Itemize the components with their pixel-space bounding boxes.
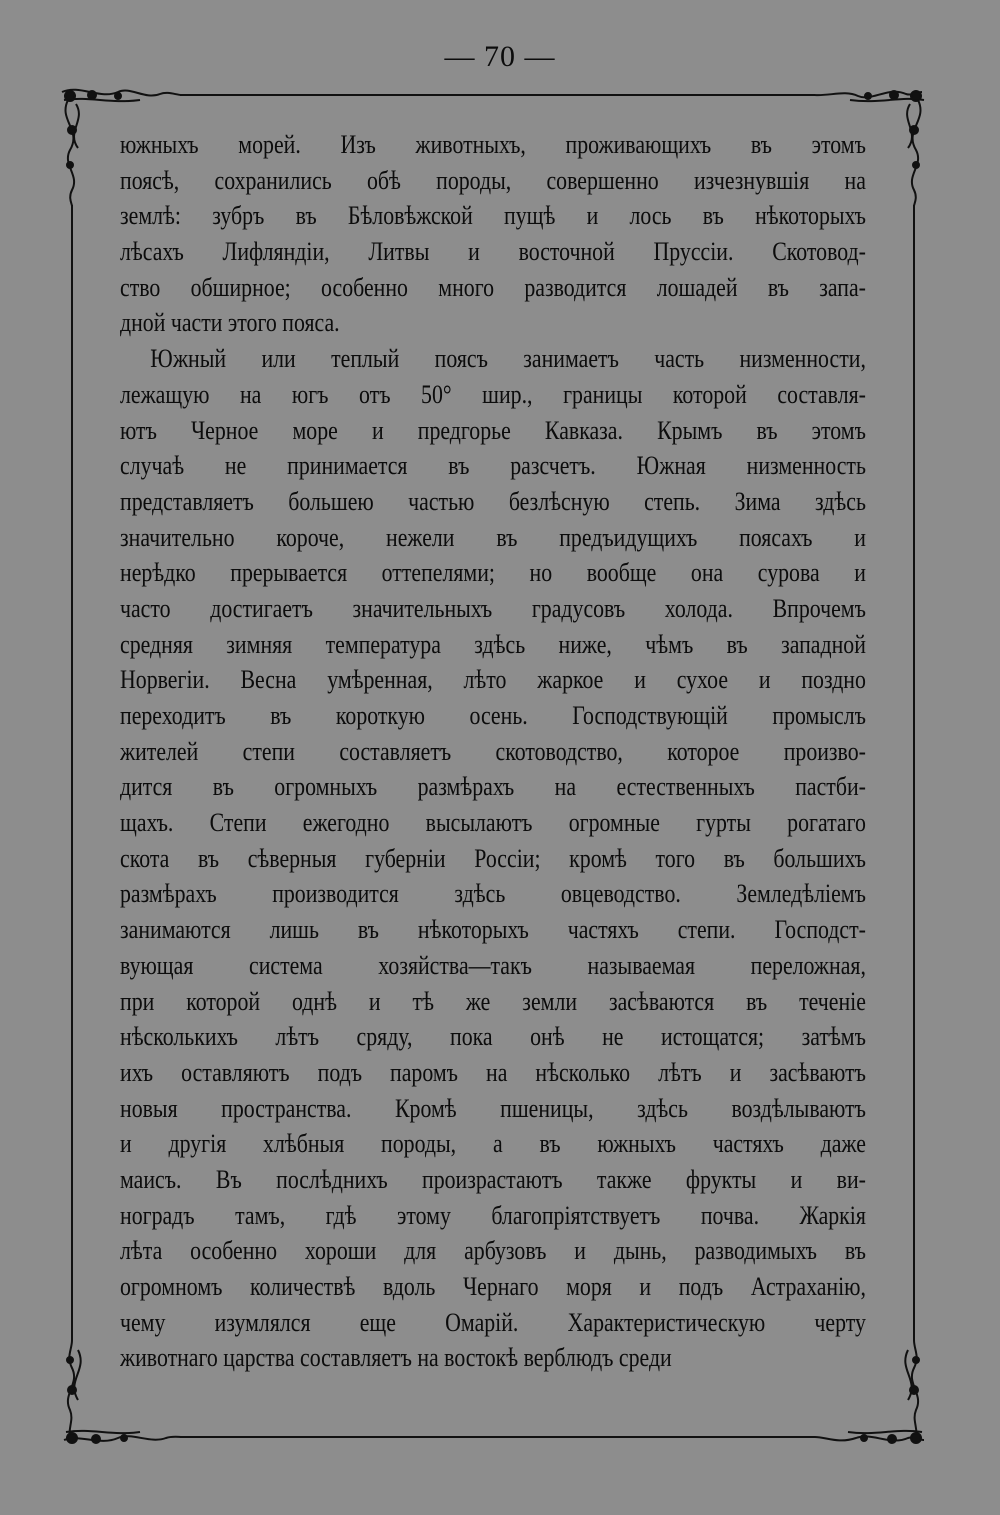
text-line: лѣта особенно хороши для арбузовъ и дынь, разводимыхъ въ	[120, 1236, 866, 1266]
text-line: огромномъ количествѣ вдоль Чернаго моря и подъ Астраханію,	[120, 1272, 866, 1301]
text-line: ноградъ тамъ, гдѣ этому благопріятствуетъ почва. Жаркія	[120, 1200, 866, 1230]
text-line: ютъ Черное море и предгорье Кавказа. Крымъ въ этомъ	[120, 415, 866, 445]
text-line: жителей степи составляетъ скотоводство, которое произво-	[120, 736, 866, 766]
text-line: землѣ: зубръ въ Бѣловѣжской пущѣ и лось въ нѣкоторыхъ	[120, 201, 866, 231]
page-number: — 70 —	[444, 40, 556, 73]
text-line: значительно короче, нежели въ предъидущихъ поясахъ и	[120, 522, 866, 552]
text-line: ство обширное; особенно много разводится лошадей въ запа-	[120, 272, 866, 302]
text-line: нерѣдко прерывается оттепелями; но вообще она сурова и	[120, 558, 866, 588]
text-line: скота въ сѣверныя губерніи Россіи; кромѣ того въ большихъ	[120, 843, 866, 873]
text-line: дится въ огромныхъ размѣрахъ на естественныхъ пастби-	[120, 772, 866, 802]
text-line: представляетъ большею частью безлѣсную степь. Зима здѣсь	[120, 486, 866, 516]
text-line: размѣрахъ производится здѣсь овцеводство. Земледѣліемъ	[120, 879, 866, 909]
text-line: поясѣ, сохранились обѣ породы, совершенно изчезнувшія на	[120, 165, 866, 195]
text-line: ихъ оставляютъ подъ паромъ на нѣсколько лѣтъ и засѣваютъ	[120, 1057, 866, 1087]
text-line: и другія хлѣбныя породы, а въ южныхъ частяхъ даже	[120, 1129, 866, 1159]
text-line: маисъ. Въ послѣднихъ произрастаютъ также фрукты и ви-	[120, 1164, 866, 1194]
text-line: новыя пространства. Кромѣ пшеницы, здѣсь воздѣлываютъ	[120, 1093, 866, 1123]
text-line: животнаго царства составляетъ на востокѣ верблюдъ среди	[120, 1343, 672, 1373]
text-line: щахъ. Степи ежегодно высылаютъ огромные гурты рогатаго	[120, 808, 866, 838]
text-line: нѣсколькихъ лѣтъ сряду, пока онѣ не истощатся; затѣмъ	[120, 1022, 866, 1052]
text-line: лежащую на югъ отъ 50° шир., границы которой составля-	[120, 379, 866, 409]
text-line: Южный или теплый поясъ занимаетъ часть низменности,	[150, 344, 866, 374]
text-line: дной части этого пояса.	[120, 308, 340, 338]
body-text	[120, 127, 866, 1376]
text-line: случаѣ не принимается въ разсчетъ. Южная низменность	[120, 451, 866, 481]
text-line: средняя зимняя температура здѣсь ниже, чѣмъ въ западной	[120, 629, 866, 659]
text-line: часто достигаетъ значительныхъ градусовъ холода. Впрочемъ	[120, 593, 866, 623]
text-line: занимаются лишь въ нѣкоторыхъ частяхъ степи. Господст-	[120, 915, 866, 945]
text-line: при которой однѣ и тѣ же земли засѣваются въ теченіе	[120, 986, 866, 1016]
text-line: лѣсахъ Лифляндіи, Литвы и восточной Пруссіи. Скотовод-	[120, 237, 866, 267]
text-line: Норвегіи. Весна умѣренная, лѣто жаркое и сухое и поздно	[120, 665, 866, 695]
body-text-inner	[120, 127, 866, 1376]
text-line: чему изумлялся еще Омарій. Характеристическую черту	[120, 1307, 866, 1337]
text-line: вующая система хозяйства—такъ называемая переложная,	[120, 950, 866, 980]
text-line: южныхъ морей. Изъ животныхъ, проживающихъ въ этомъ	[120, 130, 866, 159]
text-line: переходитъ въ короткую осень. Господствующій промыслъ	[120, 701, 866, 730]
